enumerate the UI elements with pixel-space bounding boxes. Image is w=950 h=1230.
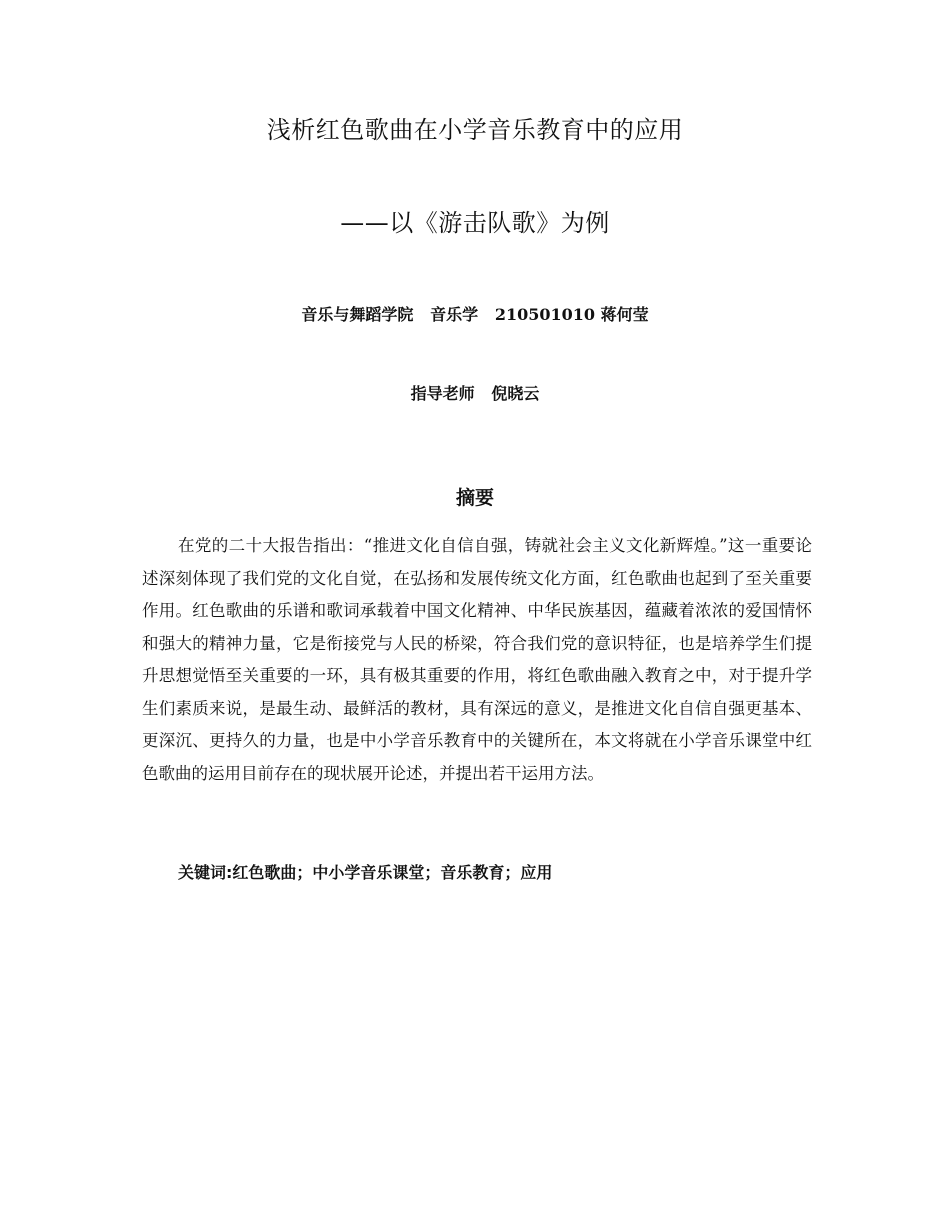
author-line: 音乐与舞蹈学院 音乐学 210501010 蒋何莹: [301, 305, 649, 324]
paper-title: 浅析红色歌曲在小学音乐教育中的应用: [266, 116, 684, 144]
paper-subtitle: ——以《游击队歌》为例: [340, 209, 610, 237]
advisor-line: 指导老师 倪晓云: [410, 384, 540, 403]
abstract-paragraph: 在党的二十大报告指出：“推进文化自信自强，铸就社会主义文化新辉煌。”这一重要论述深刻体现了我们党的文化自觉，在弘扬和发展传统文化方面，红色歌曲也起到了至关重要作用。红色歌曲的乐谱和歌词承载着中国文化精神、中华民族基因，蕴藏着浓浓的爱国情怀和强大的精神力量，它是衔接党与人民的桥梁，符合我们党的意识特征，也是培养学生们提升思想觉悟至关重要的一环，具有极其重要的作用，将红色歌曲融入教育之中，对于提升学生们素质来说，是最生动、最鲜活的教材，具有深远的意义，是推进文化自信自强更基本、更深沉、更持久的力量，也是中小学音乐教育中的关键所在，本文将就在小学音乐课堂中红色歌曲的运用目前存在的现状展开论述，并提出若干运用方法。: [142, 536, 812, 783]
keywords-line: 关键词:红色歌曲；中小学音乐课堂；音乐教育；应用: [178, 863, 553, 882]
abstract-heading: 摘要: [455, 487, 494, 509]
